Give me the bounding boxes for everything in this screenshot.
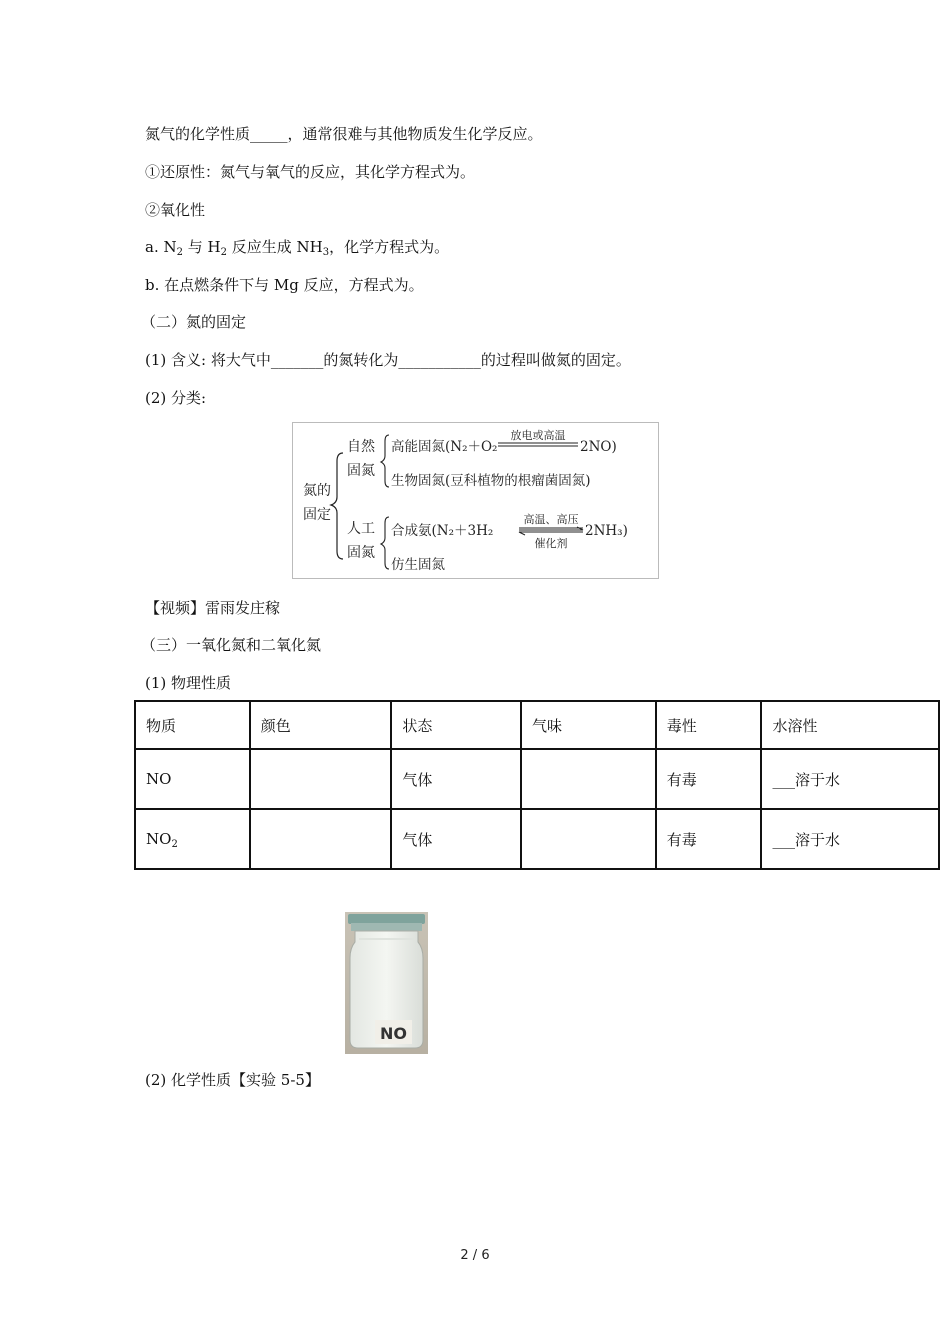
table-cell-odor <box>521 809 656 869</box>
text-line-reducibility: ①还原性：氮气与氧气的反应，其化学方程式为。 <box>145 163 476 181</box>
diagram-natural-label-2: 固氮 <box>347 463 375 479</box>
diagram-synthesis-condition-top: 高温、高压 <box>523 513 579 526</box>
table-cell-substance: NO <box>135 749 250 809</box>
text-line-video: 【视频】雷雨发庄稼 <box>145 599 281 617</box>
text-line-definition: (1) 含义: 将大气中_______的氮转化为___________的过程叫做氮的固定。 <box>145 351 631 369</box>
page-number: 2 / 6 <box>460 1248 490 1263</box>
diagram-high-energy-product: 2NO) <box>580 439 617 455</box>
table-cell-toxicity: 有毒 <box>656 809 762 869</box>
table-cell-solubility: ___溶于水 <box>761 809 939 869</box>
section-heading-nitrogen-fixation: （二）氮的固定 <box>141 313 247 331</box>
diagram-artificial-label-2: 固氮 <box>347 545 375 561</box>
table-cell-odor <box>521 749 656 809</box>
table-cell-toxicity: 有毒 <box>656 749 762 809</box>
table-row <box>135 749 939 809</box>
text-line-oxidizability: ②氧化性 <box>145 201 206 219</box>
text-line-nitrogen-chemical-property: 氮气的化学性质_____，通常很难与其他物质发生化学反应。 <box>145 125 543 143</box>
diagram-artificial-brace <box>381 517 389 569</box>
diagram-natural-label-1: 自然 <box>347 439 375 455</box>
table-header-cell: 颜色 <box>250 701 392 749</box>
text-line-chemical-properties: (2) 化学性质【实验 5-5】 <box>145 1071 320 1089</box>
table-cell-state: 气体 <box>391 749 521 809</box>
jar-label: NO <box>380 1024 407 1043</box>
table-cell-color <box>250 749 392 809</box>
diagram-ammonia-product: 2NH₃) <box>585 523 628 539</box>
diagram-high-energy-fixation: 高能固氮(N₂＋O₂ <box>391 439 498 455</box>
text-line-classification: (2) 分类: <box>145 389 207 407</box>
diagram-artificial-label-1: 人工 <box>347 521 375 537</box>
table-header-cell: 物质 <box>135 701 250 749</box>
text-line-n2-h2-reaction: a. $N_2$ 与 $H_2$ 反应生成 $NH_3$，化学方程式为。 <box>145 238 450 258</box>
table-cell-color <box>250 809 392 869</box>
nitrogen-fixation-diagram <box>292 422 659 579</box>
table-header-cell: 水溶性 <box>761 701 939 749</box>
table-header-cell: 毒性 <box>656 701 762 749</box>
physical-properties-table <box>134 700 940 870</box>
diagram-main-brace <box>331 453 343 559</box>
diagram-root-label-1: 氮的 <box>303 483 331 499</box>
table-header-cell: 气味 <box>521 701 656 749</box>
table-header-cell: 状态 <box>391 701 521 749</box>
table-header-row <box>135 701 939 749</box>
text-line-physical-properties: (1) 物理性质 <box>145 674 232 692</box>
table-row <box>135 809 939 869</box>
text-line-mg-reaction: b. 在点燃条件下与 Mg 反应，方程式为。 <box>145 276 424 294</box>
diagram-ammonia-synthesis: 合成氨(N₂＋3H₂ <box>391 523 494 539</box>
diagram-biomimetic-fixation: 仿生固氮 <box>391 557 445 573</box>
table-cell-solubility: ___溶于水 <box>761 749 939 809</box>
diagram-synthesis-condition-bottom: 催化剂 <box>534 537 568 550</box>
diagram-root-label-2: 固定 <box>303 507 331 523</box>
section-heading-no-no2: （三）一氧化氮和二氧化氮 <box>141 636 322 654</box>
table-cell-substance: $NO_2$ <box>135 809 250 869</box>
table-cell-state: 气体 <box>391 809 521 869</box>
diagram-biological-fixation: 生物固氮(豆科植物的根瘤菌固氮) <box>391 473 591 489</box>
diagram-high-energy-condition: 放电或高温 <box>510 429 566 442</box>
diagram-natural-brace <box>381 435 389 487</box>
no-gas-jar-photo <box>345 912 428 1054</box>
